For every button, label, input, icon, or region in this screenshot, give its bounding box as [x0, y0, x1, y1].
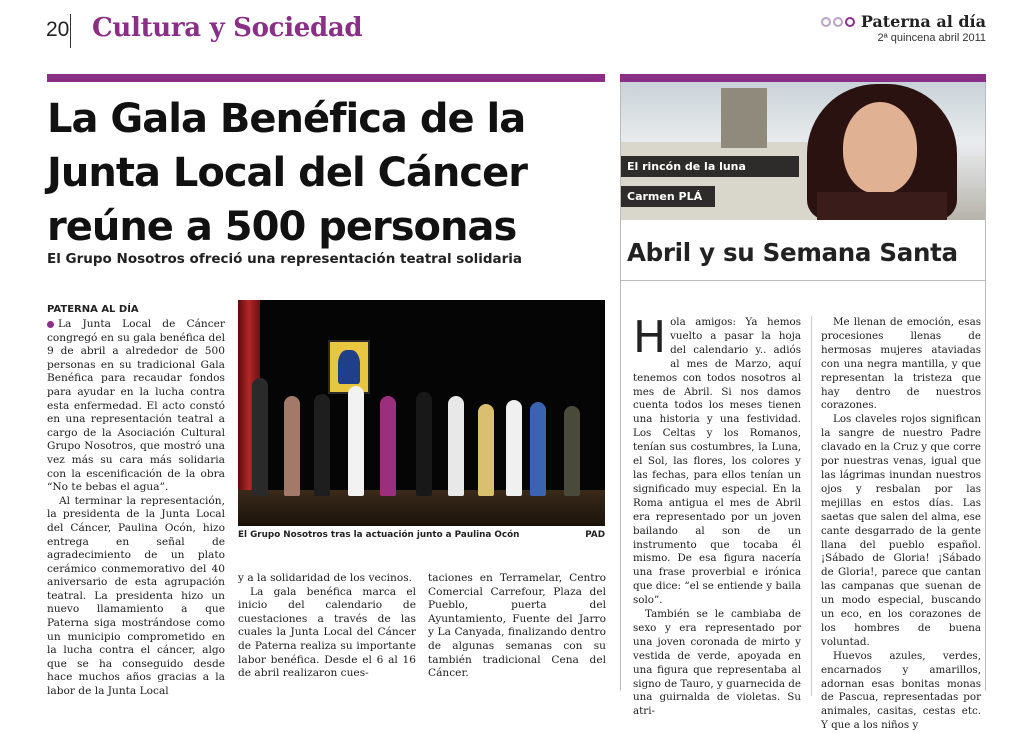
dropcap: H — [633, 312, 667, 363]
photo-credit: PAD — [585, 530, 605, 540]
masthead — [821, 12, 986, 44]
column-divider — [811, 316, 812, 696]
opinion-paragraph: Me llenan de emoción, esas procesiones llenas de hermosas mujeres ataviadas con una negra mantilla, y que representan la tristeza que hay dentro de nuestros corazones. — [821, 316, 981, 412]
person-figure — [314, 394, 330, 496]
person-figure — [530, 402, 546, 496]
logo-dots-icon — [821, 17, 855, 27]
article-headline: La Gala Benéfica de la Junta Local del Cáncer reúne a 500 personas — [47, 96, 527, 250]
article-paragraph: taciones en Terramelar, Centro Comercial Carrefour, Plaza del Pueblo, puerta del Ayuntamiento, Fuente del Jarro y La Canyada, finalizando dentro de algunas semanas con su también tradicional Cena del Cáncer. — [428, 572, 606, 680]
section-title: Cultura y Sociedad — [92, 13, 363, 43]
article-column-2 — [238, 572, 416, 681]
person-figure — [564, 406, 580, 496]
opinion-column-1 — [633, 312, 801, 719]
person-figure — [380, 396, 396, 496]
person-figure — [506, 400, 522, 496]
opinion-column — [620, 82, 986, 732]
person-figure — [348, 386, 364, 496]
stage-poster — [328, 340, 370, 394]
article-paragraph: Al terminar la representación, la presidenta de la Junta Local del Cáncer, Paulina Ocón, hizo entrega en señal de agradecimiento de un plato cerámico conmemorativo del 40 aniversario de esta agrupación teatral. La presidenta hizo un nuevo llamamiento a que Paterna siga mostrándose como un municipio comprometido en la lucha contra el cáncer, algo que se ha conseguido desde hace muchos años gracias a la labor de la Junta Local — [47, 494, 225, 698]
column-name-tag: El rincón de la luna — [621, 156, 799, 177]
article-paragraph: y a la solidaridad de los vecinos. — [238, 572, 413, 584]
article-column-3 — [428, 572, 606, 681]
article-column-1 — [47, 318, 225, 699]
person-figure — [478, 404, 494, 496]
opinion-paragraph: Huevos azules, verdes, encarnados y amarillos, adornan esas bonitas monas de Pascua, representadas por animales, casitas, cestas etc. Y que a los niños y — [821, 649, 981, 732]
author-photo — [621, 82, 985, 220]
background-wall — [621, 142, 821, 220]
opinion-column-2 — [821, 316, 981, 733]
article-byline: PATERNA AL DÍA — [47, 304, 139, 315]
author-name-tag: Carmen PLÁ — [621, 186, 715, 207]
background-tower — [721, 88, 767, 148]
opinion-paragraph: ola amigos: Ya hemos vuelto a pasar la hoja del calendario y.. adiós al mes de Marzo, aquí tenemos con todos nosotros al mes de Abril. Si nos damos cuenta todos los meses tienen una historia y una festividad. Los Celtas y los Romanos, tenían sus costumbres, la Luna, el Sol, las flores, los colores y las fechas, para ellos tenían un significado muy especial. En la Roma antigua el mes de Abril era representado por un joven bailando al son de un instrumento que tocaba él mismo. De esa figura nacería una frase proverbial e irónica que dice: “el se entiende y baila solo”. — [633, 316, 801, 607]
bullet-icon — [47, 321, 54, 328]
section-rule-right — [620, 74, 986, 82]
issue-date: 2ª quincena abril 2011 — [877, 32, 986, 44]
opinion-title: Abril y su Semana Santa — [627, 238, 958, 267]
article-photo — [238, 300, 605, 526]
photo-caption-text: El Grupo Nosotros tras la actuación junto a Paulina Ocón — [238, 530, 520, 540]
page-number: 20 — [46, 18, 70, 41]
photo-caption — [238, 530, 605, 540]
author-portrait — [797, 82, 985, 220]
opinion-paragraph: Los claveles rojos significan la sangre de nuestro Padre clavado en la Cruz y que corre por nuestras venas, igual que las lágrimas inundan nuestros ojos y resbalan por las mejillas en estos días. Las saetas que salen del alma, ese cante desgarrado de la gente llana del pueblo español. ¡Sábado de Gloria! ¡Sábado de Gloria!, parece que cantan las campanas que suenan de un modo especial, buscando un eco, en los corazones de los hombres de buena voluntad. — [821, 413, 981, 648]
article-paragraph: La gala benéfica marca el inicio del calendario de cuestaciones a través de las cuales la Junta Local del Cáncer de Paterna realiza su importante labor benéfica. Desde el 6 al 16 de abril realizaron cues- — [238, 585, 416, 680]
person-figure — [448, 396, 464, 496]
person-figure — [416, 392, 432, 496]
person-figure — [284, 396, 300, 496]
section-rule-left — [47, 74, 605, 82]
opinion-title-rule — [621, 280, 985, 281]
article-paragraph: La Junta Local de Cáncer congregó en su gala benéfica del 9 de abril a alrededor de 500 personas en su tradicional Gala Benéfica para recaudar fondos para ayudar en la lucha contra esta enfermedad. El acto constó en una representación teatral a cargo de la Asociación Cultural Grupo Nosotros, que mostró una vez más su cara más solidaria con la escenificación de la obra “No te bebas el agua”. — [47, 318, 225, 494]
person-figure — [252, 378, 268, 496]
opinion-paragraph: También se le cambiaba de sexo y era representado por una joven coronada de mirto y vestida de verde, apoyada en una figura que representaba al signo de Tauro, y guarnecida de una guirnalda de violetas. Su atri- — [633, 608, 801, 718]
publication-name: Paterna al día — [860, 12, 986, 31]
article-subhead: El Grupo Nosotros ofreció una representación teatral solidaria — [47, 251, 523, 267]
page-number-divider — [70, 14, 71, 48]
